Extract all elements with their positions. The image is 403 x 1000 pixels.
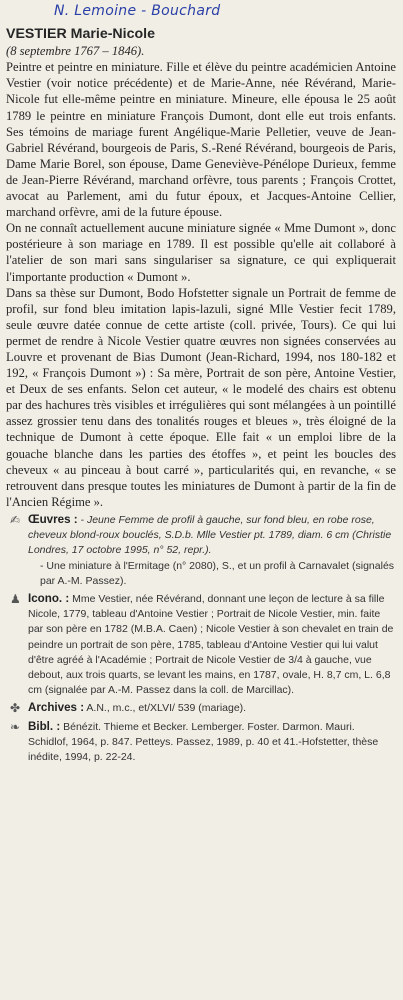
icono-text: Mme Vestier, née Révérand, donnant une leçon de lecture à sa fille Nicole, 1779, tableau d'Antoine Vestier ; Portrait de Nicole Vestier, min. faite par son père en 1782 (M.B.A. Caen) ; Nicole Vestier à son chevalet en train de peindre un portrait de son père, 1785, tableau d'Antoine Vestier qui lui valut d'être agréé à l'Académie ; Portrait de Nicole Vestier de 3/4 à gauche, vue debout, aux trois quarts, se levant les mains, en 1787, ovale, H. 8,7 cm, L. 6,8 cm (signalée par A.-M. Passez dans la coll. de Marcillac). bbox=[28, 592, 394, 697]
archives-text: A.N., m.c., et/XLVI/ 539 (mariage). bbox=[86, 702, 247, 715]
section-head: Bibl. : bbox=[28, 719, 61, 733]
entry bbox=[6, 26, 396, 765]
handwritten-note: N. Lemoine - Bouchard bbox=[54, 3, 221, 19]
section-head: Icono. : bbox=[28, 591, 70, 605]
scroll-icon: ✤ bbox=[10, 701, 21, 716]
paragraph: On ne connaît actuellement aucune miniature signée « Mme Dumont », donc postérieure à son mariage en 1789. Il est possible qu'elle ait collaboré à l'atelier de son mari sans singulariser sa signature, ce qui expliquerait l'importante production « Dumont ». bbox=[6, 221, 396, 284]
bibl-text: Bénézit. Thieme et Becker. Lemberger. Foster. Darmon. Mauri. Schidlof, 1964, p. 847. Petteys. Passez, 1989, p. 40 et 41.-Hofstetter, thèse inédite, 1994, p. 22-24. bbox=[28, 720, 379, 763]
oeuvre-item: - Une miniature à l'Ermitage (n° 2080), S., et un profil à Carnavalet (signalés par A.-M. Passez). bbox=[40, 559, 395, 587]
bibl-section bbox=[6, 719, 396, 766]
oeuvre-item: - Jeune Femme de profil à gauche, sur fond bleu, en robe rose, cheveux blond-roux bouclés, S.D.b. Mlle Vestier pt. 1789, diam. 6 cm (Christie Londres, 17 octobre 1995, n° 52, repr.). bbox=[28, 513, 392, 557]
oeuvres-section bbox=[6, 512, 396, 589]
portrait-icon: ♟ bbox=[10, 591, 21, 606]
book-icon: ❧ bbox=[10, 719, 21, 734]
paragraph: Peintre et peintre en miniature. Fille et élève du peintre académicien Antoine Vestier (voir notice précédente) et de Marie-Anne, née Révérand, Marie-Nicole fut elle-même peintre en miniature. Mineure, elle épousa le 25 août 1789 le peintre en miniature François Dumont, dont elle eut trois enfants. Ses témoins de mariage furent Angélique-Marie Pelletier, veuve de Jean-Gabriel Révérand, bourgeois de Paris, S.-René Révérand, bourgeois de Paris, Dame Marie Borel, son épouse, Dame Geneviève-Pénélope Durieux, femme de Jean-Pierre Révérand, marchand orfèvre, tous parents ; François Crottet, avocat au Parlement, ami du futur époux, et Jacques-Antoine Cellier, marchand orfèvre, ami de la future épouse. bbox=[6, 60, 396, 220]
section-head: Archives : bbox=[28, 701, 85, 715]
section-head: Œuvres : bbox=[28, 512, 78, 526]
brush-icon: ✍ bbox=[10, 512, 21, 527]
paragraph: Dans sa thèse sur Dumont, Bodo Hofstetter signale un Portrait de femme de profil, sur fond bleu imitation lapis-lazuli, signé Mlle Vestier fecit 1789, seule œuvre datée connue de cette artiste (coll. privée, Tours). Ce qui lui permet de rendre à Nicole Vestier quatre œuvres non signées conservées au Louvre et provenant de Bias Dumont (Jean-Richard, 1994, nos 180-182 et 192, « François Dumont ») : Sa mère, Portrait de son père, Antoine Vestier, et Deux de ses enfants. Selon cet auteur, « le modelé des chairs est obtenu par des hachures très visibles et irrégulières qui sont mélangées à un pointillé assez grossier tenu dans des tonalités rouges et bleues », très éloigné de la technique de Dumont à cette époque. Elle fait « un emploi libre de la gouache blanche dans les parties des étoffes », et peint les boucles des cheveux « au pinceau à bout carré », particularités qui, en revanche, « se retrouvent dans presque toutes les miniatures de Dumont à partir de la fin de l'Ancien Régime ». bbox=[6, 285, 396, 509]
entry-title: VESTIER Marie-Nicole bbox=[6, 26, 156, 42]
icono-section bbox=[6, 591, 396, 698]
entry-body bbox=[6, 59, 396, 510]
archives-section bbox=[6, 700, 396, 716]
entry-dates: (8 septembre 1767 – 1846). bbox=[6, 44, 145, 58]
